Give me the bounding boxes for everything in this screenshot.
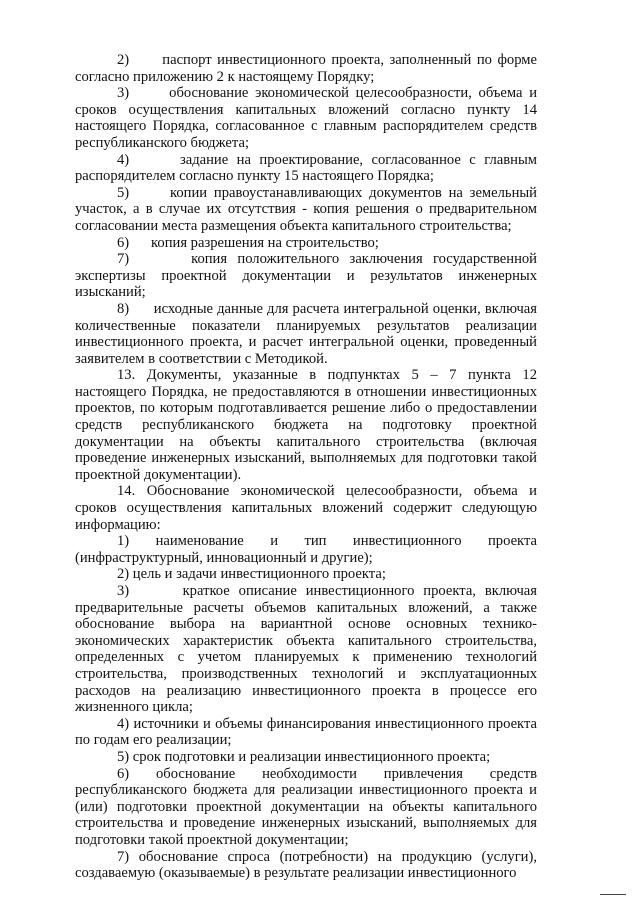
list-item-construction-permit: 6) копия разрешения на строительство; [117,234,379,251]
subitem-project-goals: 2) цель и задачи инвестиционного проекта; [117,566,386,583]
list-item-economic-justification: 3) обоснование экономической целесообразности, объема и сроков осуществления капитальных вложений согласно пункту 14 настоящего Порядка, согласованное с главным распорядителем средств республиканского бюджета; [75,85,537,151]
subitem-budget-justification: 6) обоснование необходимости привлечения средств республиканского бюджета для реализации инвестиционного проекта и (или) подготовки проектной документации на объекты капитального строительства и проведение инженерных изысканий, выполняемых для подготовки такой проектной документации; [75,765,537,848]
scan-edge-mark [600,894,626,895]
document-body [75,52,537,882]
list-item-expertise-conclusion: 7) копия положительного заключения государственной экспертизы проектной документации и результатов инженерных изысканий; [75,251,537,301]
list-item-integral-assessment: 8) исходные данные для расчета интегральной оценки, включая количественные показатели планируемых результатов реализации инвестиционного проекта, и расчет интегральной оценки, проведенный заявителем в соответствии с Методикой. [75,300,537,367]
subitem-project-name-type: 1) наименование и тип инвестиционного проекта (инфраструктурный, инновационный и другие); [75,533,537,566]
subitem-financing-sources: 4) источники и объемы финансирования инвестиционного проекта по годам его реализации; [75,715,537,749]
subitem-demand-justification: 7) обоснование спроса (потребности) на продукцию (услуги), создаваемую (оказываемые) в результате реализации инвестиционного [75,848,537,882]
clause-13: 13. Документы, указанные в подпунктах 5 – 7 пункта 12 настоящего Порядка, не предоставляются в отношении инвестиционных проектов, по которым подготавливается решение либо о предоставлении средств республиканского бюджета на подготовку проектной документации на объекты капитального строительства (включая проведение инженерных изысканий, выполняемых для подготовки такой проектной документации). [75,367,537,483]
subitem-project-description: 3) краткое описание инвестиционного проекта, включая предварительные расчеты объемов капитальных вложений, а также обоснование выбора на вариантной основе основных технико-экономических характеристик объекта капитального строительства, определенных с учетом планируемых к применению технологий строительства, производственных технологий и эксплуатационных расходов на реализацию инвестиционного проекта в процессе его жизненного цикла; [75,583,537,716]
clause-14: 14. Обоснование экономической целесообразности, объема и сроков осуществления капитальных вложений содержит следующую информацию: [75,483,537,533]
list-item-design-assignment: 4) задание на проектирование, согласованное с главным распорядителем согласно пункту 15 настоящего Порядка; [75,151,537,185]
subitem-project-timeline: 5) срок подготовки и реализации инвестиционного проекта; [117,748,491,765]
list-item-passport: 2) паспорт инвестиционного проекта, заполненный по форме согласно приложению 2 к настоящему Порядку; [75,52,537,85]
list-item-land-documents: 5) копии правоустанавливающих документов на земельный участок, а в случае их отсутствия - копия решения о предварительном согласовании места размещения объекта капитального строительства; [75,184,537,234]
